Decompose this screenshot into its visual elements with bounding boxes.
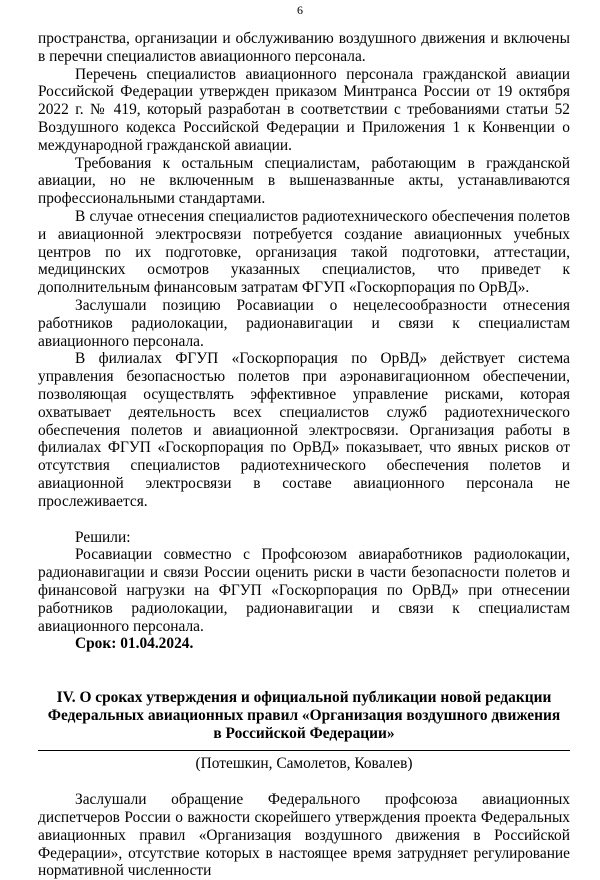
resolution-text: Росавиации совместно с Профсоюзом авиаработников радиолокации, радионавигации и связи России оценить риски в части безопасности полетов и финансовой нагрузки на ФГУП «Госкорпорация по ОрВД» при отнесении работников радиолокации, радионавигации и связи к специалистам авиационного персонала.	[38, 546, 570, 635]
spacer	[38, 511, 570, 529]
paragraph: Требования к остальным специалистам, работающим в гражданской авиации, но не включенным в вышеназванные акты, устанавливаются профессиональными стандартами.	[38, 154, 570, 208]
paragraph: пространства, организации и обслуживанию воздушного движения и включены в перечни специалистов авиационного персонала.	[38, 30, 570, 65]
paragraph: В филиалах ФГУП «Госкорпорация по ОрВД» действует система управления безопасностью полетов при аэронавигационном обеспечении, позволяющая осуществлять эффективное управление рисками, которая охватывает деятельность всех специалистов служб радиотехнического обеспечения полетов и авиационной электросвязи. Организация работы в филиалах ФГУП «Госкорпорация по ОрВД» показывает, что явных рисков от отсутствия специалистов радиотехнического обеспечения полетов и авиационной электросвязи в составе авиационного персонала не прослеживается.	[38, 350, 570, 510]
paragraph: Заслушали обращение Федерального профсоюза авиационных диспетчеров России о важности скорейшего утверждения проекта Федеральных авиационных правил «Организация воздушного движения в Российской Федерации», отсутствие которых в настоящее время затрудняет регулирование нормативной численности	[38, 791, 570, 880]
spacer	[38, 773, 570, 791]
resolved-label: Решили:	[75, 528, 131, 546]
speakers-list: (Потешкин, Самолетов, Ковалев)	[195, 755, 413, 773]
paragraph: В случае отнесения специалистов радиотехнического обеспечения полетов и авиационной электросвязи потребуется создание авиационных учебных центров по их подготовке, организация такой подготовки, аттестации, медицинских осмотров указанных специалистов, что приведет к дополнительным финансовым затратам ФГУП «Госкорпорация по ОрВД».	[38, 207, 570, 297]
paragraph: Заслушали позицию Росавиации о нецелесообразности отнесения работников радиолокации, радионавигации и связи к специалистам авиационного персонала.	[38, 296, 570, 350]
document-body	[38, 30, 570, 880]
paragraph: Перечень специалистов авиационного персонала гражданской авиации Российской Федерации утвержден приказом Минтранса России от 19 октября 2022 г. № 419, который разработан в соответствии с требованиями статьи 52 Воздушного кодекса Российской Федерации и Приложения 1 к Конвенции о международной гражданской авиации.	[38, 65, 570, 154]
spacer	[38, 653, 570, 689]
divider-line	[38, 750, 570, 751]
section-heading: IV. О сроках утверждения и официальной публикации новой редакции Федеральных авиационных правил «Организация воздушного движения в Российской Федерации»	[47, 689, 561, 742]
page-number: 6	[297, 3, 303, 17]
deadline: Срок: 01.04.2024.	[75, 635, 194, 653]
